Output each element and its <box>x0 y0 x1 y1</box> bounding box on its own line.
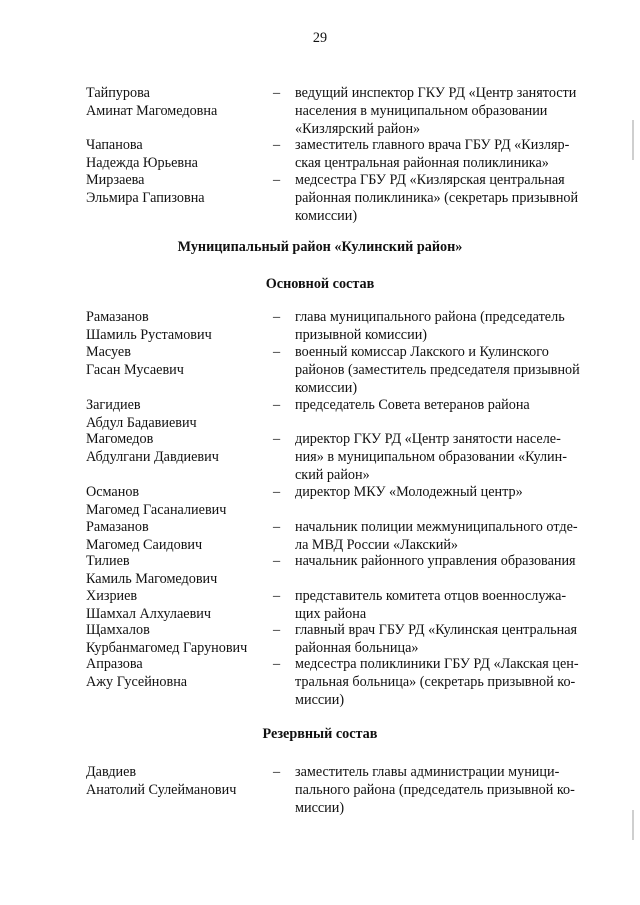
dash: – <box>273 344 281 360</box>
member-name: Османов Магомед Гасаналиевич <box>86 484 227 518</box>
dash: – <box>273 656 281 672</box>
scan-edge-mark <box>632 120 634 160</box>
dash: – <box>273 397 281 413</box>
member-name: Апразова Ажу Гусейновна <box>86 656 188 690</box>
member-name: Тайпурова Аминат Магомедовна <box>86 85 218 119</box>
dash: – <box>273 519 281 535</box>
district-heading: Муниципальный район «Кулинский район» <box>177 239 463 255</box>
member-name: Мирзаева Эльмира Гапизовна <box>86 172 205 206</box>
dash: – <box>273 764 281 780</box>
member-name: Загидиев Абдул Бадавиевич <box>86 397 197 431</box>
dash: – <box>273 85 281 101</box>
member-role: директор МКУ «Молодежный центр» <box>295 484 523 500</box>
member-name: Щамхалов Курбанмагомед Гарунович <box>86 622 248 656</box>
dash: – <box>273 137 281 153</box>
dash: – <box>273 484 281 500</box>
member-role: председатель Совета ветеранов района <box>295 397 530 413</box>
page-number: 29 <box>312 30 328 46</box>
main-composition-heading: Основной состав <box>265 276 375 292</box>
member-name: Масуев Гасан Мусаевич <box>86 344 184 378</box>
member-role: начальник полиции межмуниципального отде- ла МВД России «Лакский» <box>295 519 578 553</box>
member-role: начальник районного управления образования <box>295 553 576 569</box>
member-name: Тилиев Камиль Магомедович <box>86 553 218 587</box>
member-role: главный врач ГБУ РД «Кулинская центральная районная больница» <box>295 622 578 656</box>
member-role: представитель комитета отцов военнослужа- щих района <box>295 588 567 622</box>
member-name: Магомедов Абдулгани Давдиевич <box>86 431 219 465</box>
dash: – <box>273 553 281 569</box>
dash: – <box>273 172 281 188</box>
member-name: Хизриев Шамхал Алхулаевич <box>86 588 211 622</box>
member-name: Рамазанов Магомед Саидович <box>86 519 203 553</box>
member-name: Рамазанов Шамиль Рустамович <box>86 309 212 343</box>
scan-edge-mark <box>632 810 634 840</box>
member-role: директор ГКУ РД «Центр занятости населе- ния» в муниципальном образовании «Кулин- ский район» <box>295 431 567 483</box>
member-role: медсестра ГБУ РД «Кизлярская центральная районная поликлиника» (секретарь призывной комиссии) <box>295 172 579 224</box>
member-name: Давдиев Анатолий Сулейманович <box>86 764 237 798</box>
member-role: глава муниципального района (председатель призывной комиссии) <box>295 309 565 343</box>
dash: – <box>273 431 281 447</box>
member-role: военный комиссар Лакского и Кулинского районов (заместитель председателя призывной комиссии) <box>295 344 580 396</box>
dash: – <box>273 588 281 604</box>
dash: – <box>273 309 281 325</box>
member-role: заместитель главы администрации муници- пального района (председатель призывной ко- миссии) <box>295 764 575 816</box>
reserve-composition-heading: Резервный состав <box>262 726 378 742</box>
dash: – <box>273 622 281 638</box>
member-role: заместитель главного врача ГБУ РД «Кизляр- ская центральная районная поликлиника» <box>295 137 570 171</box>
member-name: Чапанова Надежда Юрьевна <box>86 137 198 171</box>
member-role: ведущий инспектор ГКУ РД «Центр занятости населения в муниципальном образовании «Кизлярский район» <box>295 85 577 137</box>
member-role: медсестра поликлиники ГБУ РД «Лакская цен- тральная больница» (секретарь призывной ко- миссии) <box>295 656 579 708</box>
